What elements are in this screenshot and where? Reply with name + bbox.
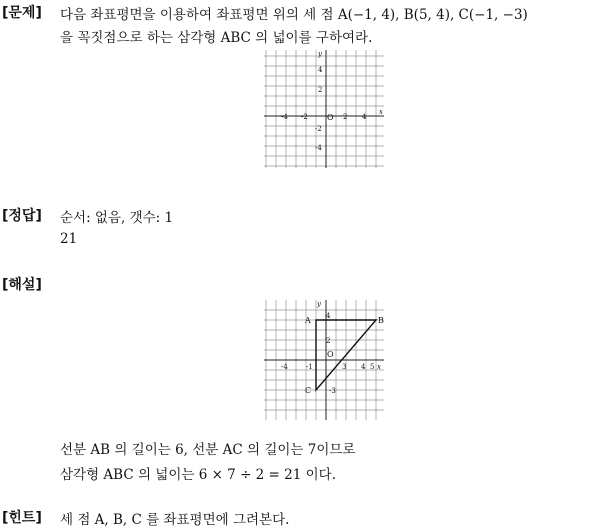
problem-y-tick-label: -2 [315, 125, 322, 133]
problem-text-line2: 을 꼭짓점으로 하는 삼각형 ABC 의 넓이를 구하여라. [60, 30, 373, 46]
explanation-x-axis-label: x [377, 363, 381, 371]
explanation-x-tick-label: -4 [281, 363, 288, 371]
problem-label: [문제] [2, 5, 42, 21]
explanation-y-tick-label: 4 [326, 312, 331, 320]
explanation-origin-label: O [327, 350, 334, 359]
problem-grid [264, 50, 384, 168]
point-label-a: A [305, 316, 311, 325]
problem-y-tick-label: 4 [318, 66, 323, 74]
point-label-c: C [305, 386, 312, 395]
problem-x-tick-label: -2 [301, 113, 308, 121]
problem-y-axis-label: y [318, 50, 322, 58]
explanation-label: [해설] [2, 277, 42, 293]
explanation-coordinate-plane [262, 298, 386, 422]
answer-label: [정답] [2, 208, 42, 224]
explanation-x-tick-label: 3 [342, 363, 347, 371]
point-label-b: B [378, 316, 384, 325]
problem-y-tick-label: -4 [315, 144, 322, 152]
hint-text: 세 점 A, B, C 를 좌표평면에 그려본다. [60, 512, 290, 528]
hint-label: [힌트] [2, 510, 42, 526]
explanation-y-tick-label: 2 [326, 337, 331, 345]
problem-origin-label: O [327, 113, 334, 122]
answer-text-line1: 순서: 없음, 갯수: 1 [60, 210, 174, 226]
problem-x-tick-label: 2 [343, 113, 348, 121]
problem-y-tick-label: 2 [318, 86, 323, 94]
problem-x-tick-label: 4 [362, 113, 367, 121]
explanation-x-tick-label: -1 [306, 363, 313, 371]
problem-text-line1: 다음 좌표평면을 이용하여 좌표평면 위의 세 점 A(−1, 4), B(5, 4), C(−1, −3) [60, 7, 528, 23]
problem-x-tick-label: -4 [281, 113, 288, 121]
explanation-y-tick-label: -3 [329, 387, 336, 395]
answer-value: 21 [60, 231, 78, 247]
explanation-text-line2: 삼각형 ABC 의 넓이는 6 × 7 ÷ 2 = 21 이다. [60, 467, 336, 483]
explanation-text-line1: 선분 AB 의 길이는 6, 선분 AC 의 길이는 7이므로 [60, 442, 356, 458]
explanation-x-tick-label: 5 [370, 363, 375, 371]
problem-x-axis-label: x [379, 108, 383, 116]
problem-coordinate-plane [262, 48, 386, 172]
explanation-y-axis-label: y [317, 300, 321, 308]
explanation-x-tick-label: 4 [361, 363, 366, 371]
